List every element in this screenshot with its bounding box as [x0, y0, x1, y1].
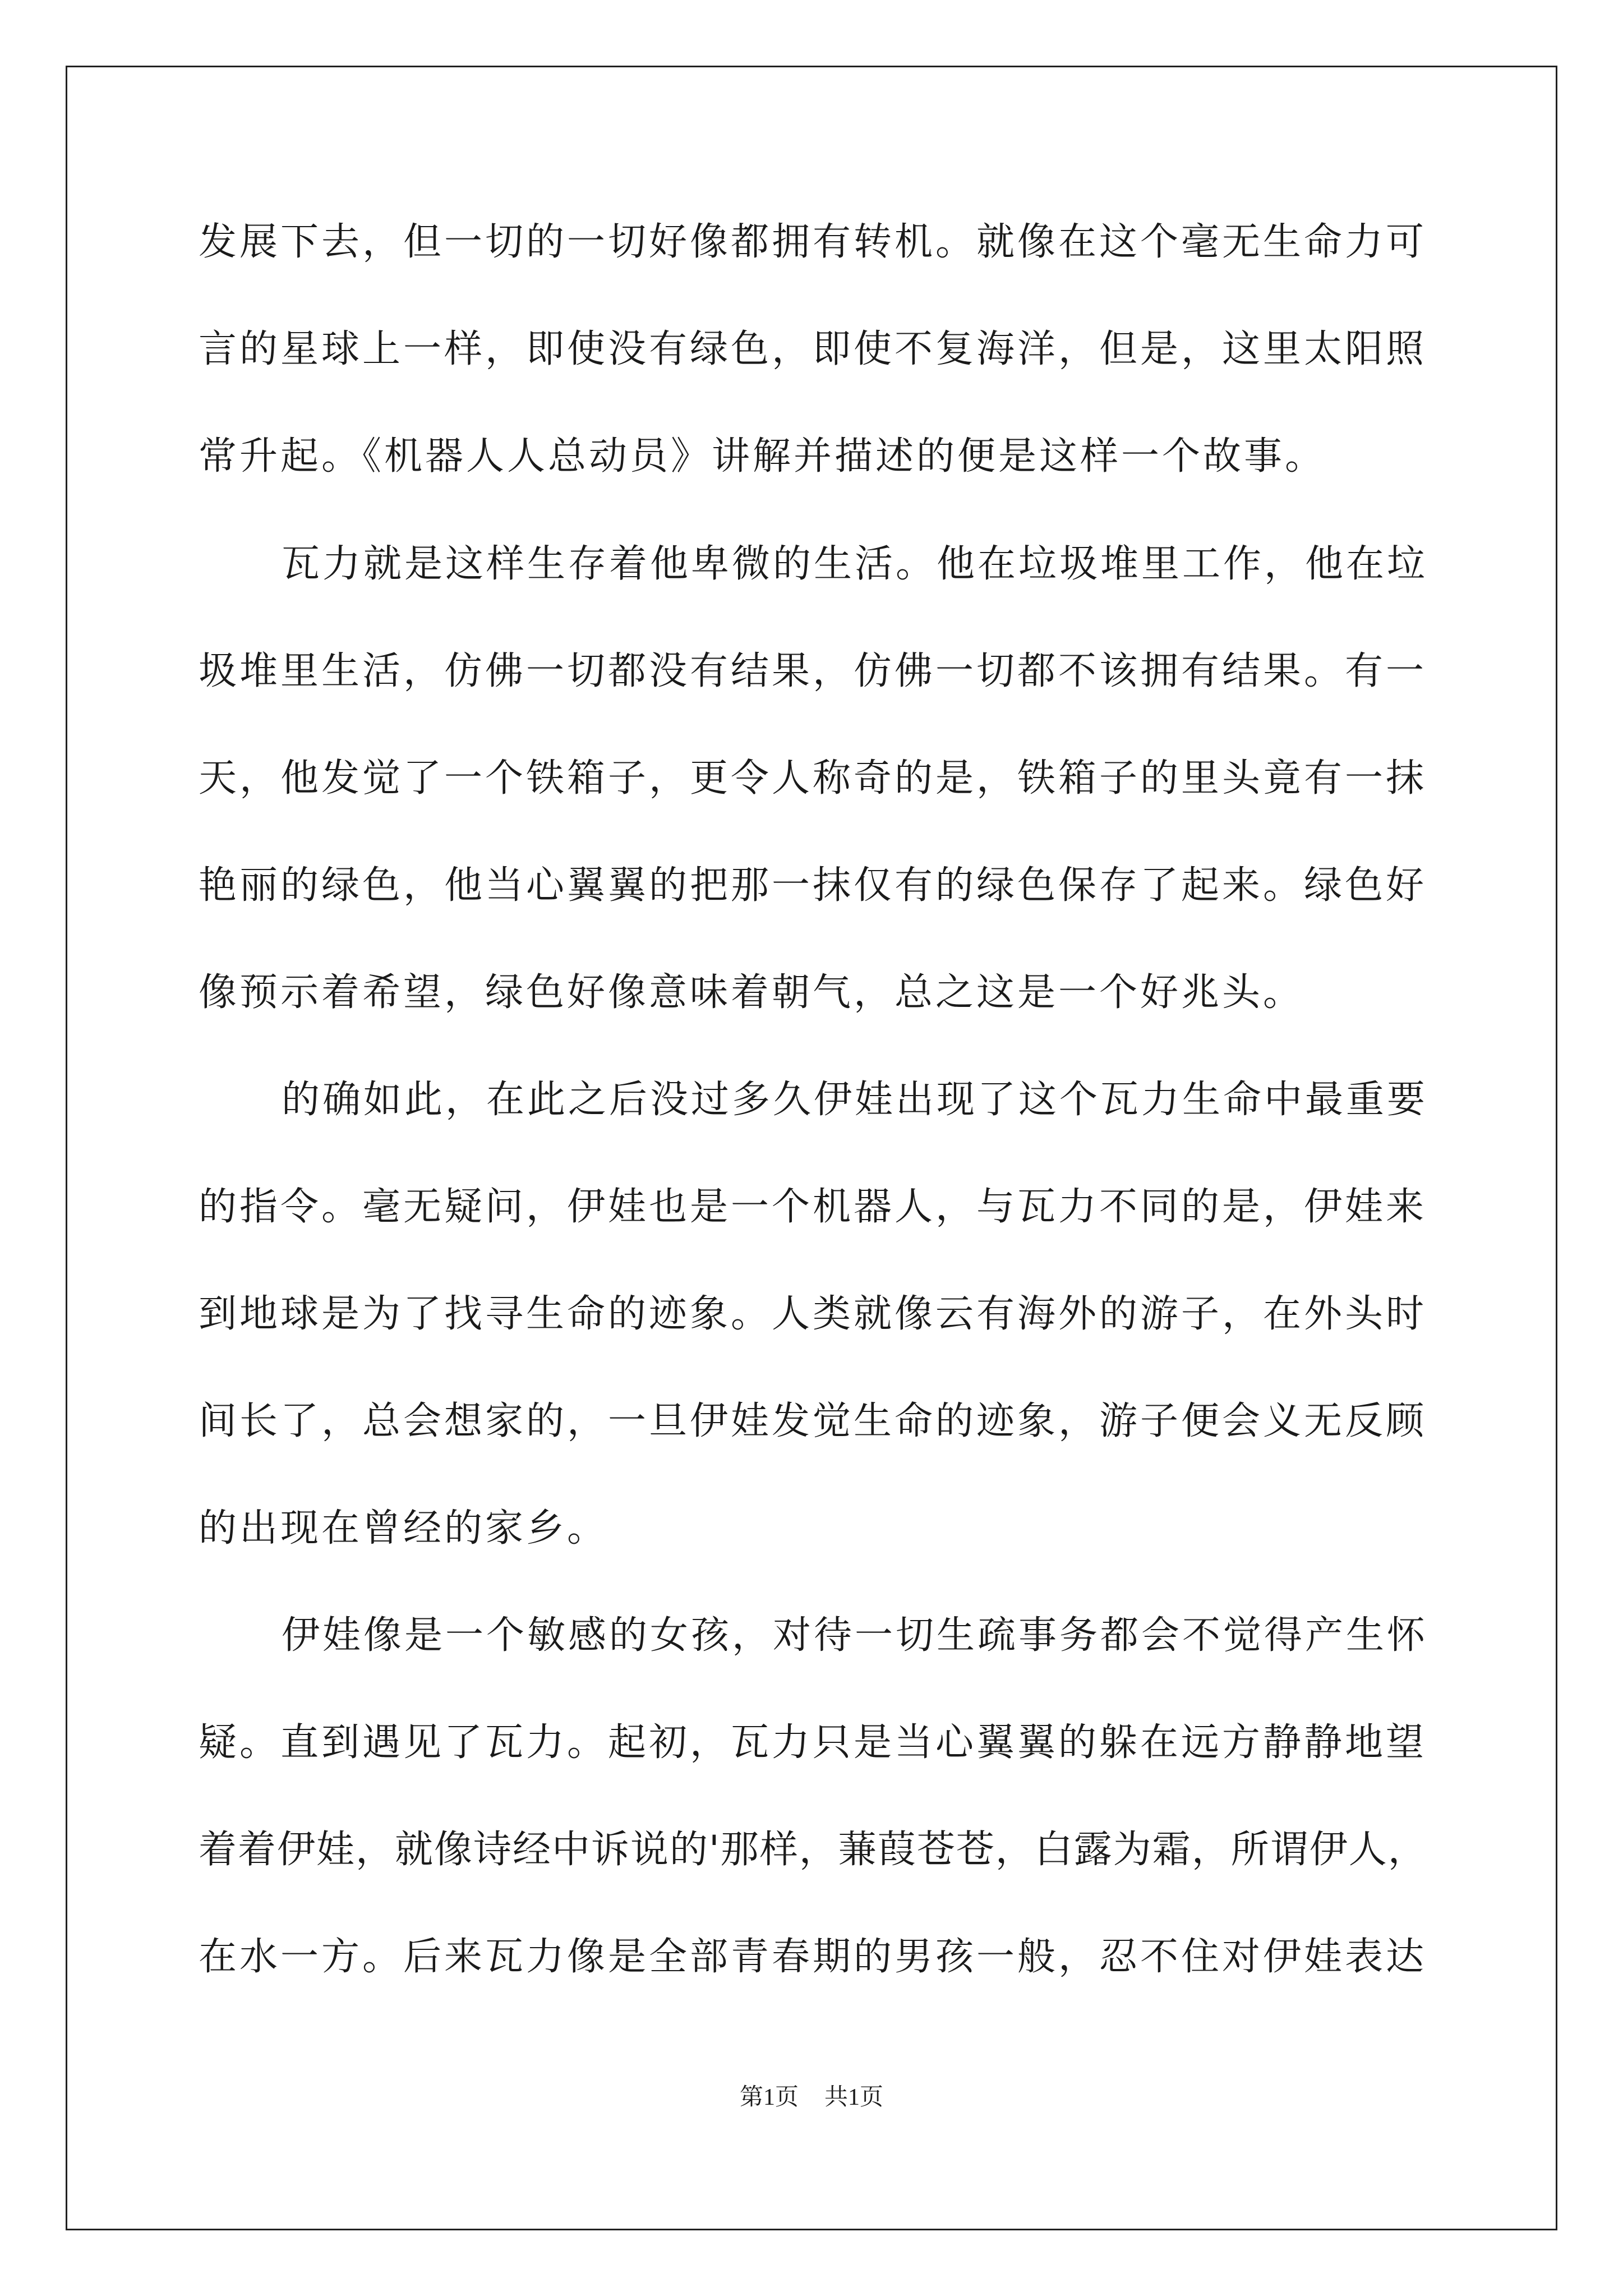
page-number-total: 共1页 [824, 2085, 884, 2110]
paragraph-first-line: 伊娃像是一个敏感的女孩，对待一切生疏事务都会不觉得产生怀 [282, 1613, 1428, 1658]
text-line: 艳丽的绿色，他当心翼翼的把那一抹仅有的绿色保存了起来。绿色好 [199, 863, 1427, 908]
paragraph-first-line: 瓦力就是这样生存着他卑微的生活。他在垃圾堆里工作，他在垃 [282, 542, 1428, 586]
page-footer [0, 2083, 1623, 2111]
text-line: 圾堆里生活，仿佛一切都没有结果，仿佛一切都不该拥有结果。有一 [199, 649, 1427, 693]
text-line: 常升起。《机器人人总动员》讲解并描述的便是这样一个故事。 [199, 434, 1326, 478]
text-line: 着着伊娃，就像诗经中诉说的'那样，蒹葭苍苍，白露为霜，所谓伊人， [199, 1828, 1427, 1872]
text-line: 疑。直到遇见了瓦力。起初，瓦力只是当心翼翼的躲在远方静静地望 [199, 1720, 1427, 1765]
text-line: 到地球是为了找寻生命的迹象。人类就像云有海外的游子，在外头时 [199, 1292, 1427, 1336]
page-border [66, 66, 1557, 2230]
text-line: 天，他发觉了一个铁箱子，更令人称奇的是，铁箱子的里头竟有一抹 [199, 756, 1427, 800]
page-number-current: 第1页 [739, 2085, 799, 2110]
text-line: 间长了，总会想家的，一旦伊娃发觉生命的迹象，游子便会义无反顾 [199, 1399, 1427, 1443]
text-line: 的指令。毫无疑问，伊娃也是一个机器人，与瓦力不同的是，伊娃来 [199, 1185, 1427, 1229]
text-line: 在水一方。后来瓦力像是全部青春期的男孩一般，忍不住对伊娃表达 [199, 1935, 1427, 1979]
text-line: 发展下去，但一切的一切好像都拥有转机。就像在这个毫无生命力可 [199, 220, 1427, 264]
text-line: 像预示着希望，绿色好像意味着朝气，总之这是一个好兆头。 [199, 970, 1304, 1015]
text-line: 言的星球上一样，即使没有绿色，即使不复海洋，但是，这里太阳照 [199, 327, 1427, 371]
text-line: 的出现在曾经的家乡。 [199, 1506, 608, 1550]
paragraph-first-line: 的确如此，在此之后没过多久伊娃出现了这个瓦力生命中最重要 [282, 1078, 1428, 1122]
